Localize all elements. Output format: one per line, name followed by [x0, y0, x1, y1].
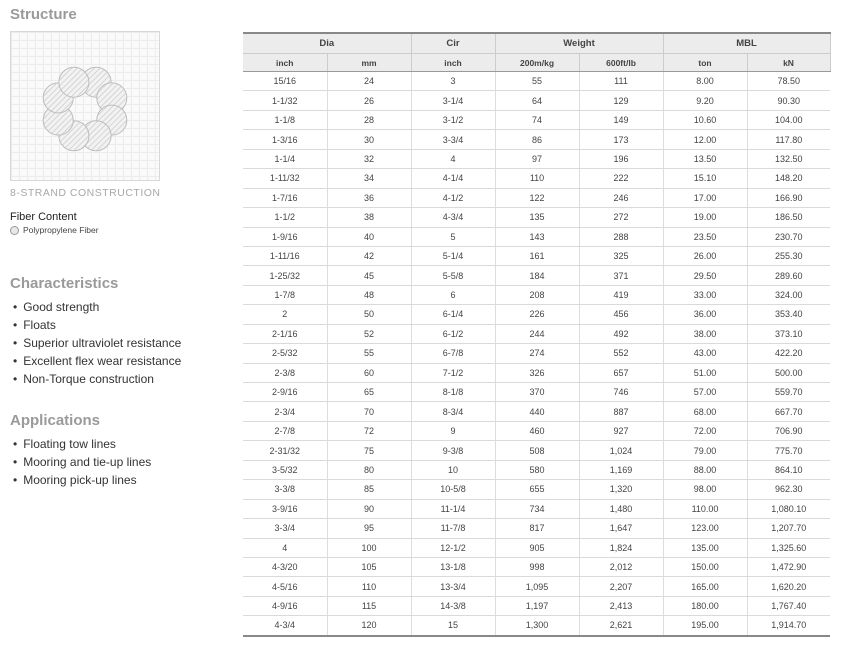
table-cell: 272: [579, 208, 663, 227]
table-cell: 1,207.70: [747, 519, 830, 538]
table-cell: 45: [327, 266, 411, 285]
table-cell: 1-7/16: [243, 188, 327, 207]
table-cell: 72: [327, 421, 411, 440]
table-cell: 289.60: [747, 266, 830, 285]
subheader-weight-kg: 200m/kg: [495, 54, 579, 72]
table-cell: 6-1/2: [411, 324, 495, 343]
table-cell: 110.00: [663, 499, 747, 518]
table-cell: 135.00: [663, 538, 747, 557]
specs-table-wrapper: [243, 32, 830, 637]
table-cell: 26.00: [663, 246, 747, 265]
table-cell: 117.80: [747, 130, 830, 149]
table-cell: 26: [327, 91, 411, 110]
table-cell: 580: [495, 460, 579, 479]
table-cell: 60: [327, 363, 411, 382]
table-cell: 10.60: [663, 110, 747, 129]
table-cell: 79.00: [663, 441, 747, 460]
table-cell: 80: [327, 460, 411, 479]
table-row: [243, 616, 830, 636]
table-cell: 13.50: [663, 149, 747, 168]
subheader-mbl-kn: kN: [747, 54, 830, 72]
table-cell: 55: [495, 72, 579, 91]
table-cell: 1,620.20: [747, 577, 830, 596]
strand-icon: [59, 67, 89, 97]
table-cell: 15: [411, 616, 495, 636]
table-cell: 1,095: [495, 577, 579, 596]
table-row: [243, 460, 830, 479]
table-cell: 6-7/8: [411, 344, 495, 363]
table-cell: 1-25/32: [243, 266, 327, 285]
table-cell: 1,647: [579, 519, 663, 538]
table-cell: 244: [495, 324, 579, 343]
table-row: [243, 383, 830, 402]
table-cell: 184: [495, 266, 579, 285]
table-cell: 422.20: [747, 344, 830, 363]
table-cell: 4-1/4: [411, 169, 495, 188]
table-cell: 500.00: [747, 363, 830, 382]
table-cell: 186.50: [747, 208, 830, 227]
table-cell: 1,472.90: [747, 557, 830, 576]
list-item: • Floating tow lines: [10, 435, 235, 453]
table-cell: 1-11/32: [243, 169, 327, 188]
table-cell: 42: [327, 246, 411, 265]
table-cell: 15.10: [663, 169, 747, 188]
table-row: [243, 344, 830, 363]
table-cell: 325: [579, 246, 663, 265]
table-cell: 1,767.40: [747, 596, 830, 615]
table-cell: 1,197: [495, 596, 579, 615]
table-cell: 552: [579, 344, 663, 363]
table-cell: 2,012: [579, 557, 663, 576]
table-cell: 50: [327, 305, 411, 324]
table-cell: 734: [495, 499, 579, 518]
list-item: • Mooring and tie-up lines: [10, 453, 235, 471]
table-cell: 29.50: [663, 266, 747, 285]
table-cell: 11-7/8: [411, 519, 495, 538]
table-cell: 3-3/4: [411, 130, 495, 149]
header-cir: Cir: [411, 33, 495, 54]
table-cell: 95: [327, 519, 411, 538]
table-cell: 3-1/2: [411, 110, 495, 129]
table-cell: 246: [579, 188, 663, 207]
applications-list: [10, 435, 235, 489]
table-cell: 148.20: [747, 169, 830, 188]
table-cell: 78.50: [747, 72, 830, 91]
table-cell: 85: [327, 480, 411, 499]
subheader-weight-lb: 600ft/lb: [579, 54, 663, 72]
table-row: [243, 557, 830, 576]
table-cell: 2-3/8: [243, 363, 327, 382]
table-cell: 110: [327, 577, 411, 596]
table-cell: 86: [495, 130, 579, 149]
table-cell: 4-3/4: [411, 208, 495, 227]
table-cell: 150.00: [663, 557, 747, 576]
table-cell: 10-5/8: [411, 480, 495, 499]
table-cell: 43.00: [663, 344, 747, 363]
table-cell: 373.10: [747, 324, 830, 343]
table-cell: 927: [579, 421, 663, 440]
table-row: [243, 130, 830, 149]
table-cell: 132.50: [747, 149, 830, 168]
table-cell: 1-3/16: [243, 130, 327, 149]
table-row: [243, 499, 830, 518]
table-row: [243, 285, 830, 304]
table-row: [243, 266, 830, 285]
table-cell: 75: [327, 441, 411, 460]
table-cell: 12-1/2: [411, 538, 495, 557]
subheader-cir-inch: inch: [411, 54, 495, 72]
table-cell: 371: [579, 266, 663, 285]
fiber-item: [10, 225, 235, 235]
table-cell: 288: [579, 227, 663, 246]
list-item: • Excellent flex wear resistance: [10, 352, 235, 370]
table-cell: 559.70: [747, 383, 830, 402]
header-dia: Dia: [243, 33, 411, 54]
table-cell: 88.00: [663, 460, 747, 479]
table-cell: 208: [495, 285, 579, 304]
table-cell: 34: [327, 169, 411, 188]
rope-cross-section-icon: [11, 32, 159, 180]
table-cell: 998: [495, 557, 579, 576]
table-cell: 52: [327, 324, 411, 343]
table-cell: 1,914.70: [747, 616, 830, 636]
table-cell: 36: [327, 188, 411, 207]
table-cell: 3-3/8: [243, 480, 327, 499]
table-cell: 9-3/8: [411, 441, 495, 460]
table-cell: 28: [327, 110, 411, 129]
table-cell: 14-3/8: [411, 596, 495, 615]
table-cell: 2-9/16: [243, 383, 327, 402]
table-row: [243, 305, 830, 324]
table-cell: 165.00: [663, 577, 747, 596]
table-cell: 11-1/4: [411, 499, 495, 518]
left-panel: [10, 6, 235, 489]
table-cell: 100: [327, 538, 411, 557]
table-cell: 1-9/16: [243, 227, 327, 246]
table-cell: 4: [411, 149, 495, 168]
table-cell: 1-1/2: [243, 208, 327, 227]
characteristics-title: Characteristics: [10, 275, 119, 292]
applications-title: Applications: [10, 412, 101, 429]
table-cell: 1,024: [579, 441, 663, 460]
table-cell: 8-1/8: [411, 383, 495, 402]
table-cell: 48: [327, 285, 411, 304]
table-cell: 508: [495, 441, 579, 460]
table-row: [243, 421, 830, 440]
table-row: [243, 91, 830, 110]
table-cell: 149: [579, 110, 663, 129]
table-cell: 115: [327, 596, 411, 615]
table-cell: 8-3/4: [411, 402, 495, 421]
table-cell: 166.90: [747, 188, 830, 207]
table-cell: 9: [411, 421, 495, 440]
table-cell: 4: [243, 538, 327, 557]
rope-structure-diagram: [10, 31, 160, 181]
table-cell: 70: [327, 402, 411, 421]
construction-label: 8-STRAND CONSTRUCTION: [10, 187, 161, 199]
list-item: • Good strength: [10, 298, 235, 316]
table-cell: 12.00: [663, 130, 747, 149]
table-cell: 90: [327, 499, 411, 518]
table-cell: 655: [495, 480, 579, 499]
table-row: [243, 208, 830, 227]
table-cell: 161: [495, 246, 579, 265]
table-cell: 8.00: [663, 72, 747, 91]
table-cell: 5-1/4: [411, 246, 495, 265]
table-cell: 324.00: [747, 285, 830, 304]
table-cell: 135: [495, 208, 579, 227]
table-row: [243, 169, 830, 188]
table-row: [243, 246, 830, 265]
table-row: [243, 324, 830, 343]
table-cell: 105: [327, 557, 411, 576]
table-cell: 111: [579, 72, 663, 91]
table-cell: 326: [495, 363, 579, 382]
table-cell: 1-1/4: [243, 149, 327, 168]
table-cell: 230.70: [747, 227, 830, 246]
table-cell: 68.00: [663, 402, 747, 421]
table-cell: 222: [579, 169, 663, 188]
table-row: [243, 110, 830, 129]
table-cell: 353.40: [747, 305, 830, 324]
table-cell: 143: [495, 227, 579, 246]
table-cell: 1,169: [579, 460, 663, 479]
list-item: • Mooring pick-up lines: [10, 471, 235, 489]
header-weight: Weight: [495, 33, 663, 54]
table-cell: 1-1/8: [243, 110, 327, 129]
sub-header-row: [243, 54, 830, 72]
table-cell: 123.00: [663, 519, 747, 538]
table-cell: 1,325.60: [747, 538, 830, 557]
table-cell: 667.70: [747, 402, 830, 421]
table-cell: 2: [243, 305, 327, 324]
table-cell: 492: [579, 324, 663, 343]
table-row: [243, 538, 830, 557]
table-cell: 38.00: [663, 324, 747, 343]
header-mbl: MBL: [663, 33, 830, 54]
table-cell: 97: [495, 149, 579, 168]
table-cell: 2-5/32: [243, 344, 327, 363]
table-cell: 3-9/16: [243, 499, 327, 518]
table-cell: 226: [495, 305, 579, 324]
table-cell: 2-1/16: [243, 324, 327, 343]
table-cell: 65: [327, 383, 411, 402]
table-cell: 706.90: [747, 421, 830, 440]
table-cell: 274: [495, 344, 579, 363]
table-cell: 13-1/8: [411, 557, 495, 576]
table-cell: 864.10: [747, 460, 830, 479]
table-cell: 2-7/8: [243, 421, 327, 440]
table-cell: 1-11/16: [243, 246, 327, 265]
table-cell: 419: [579, 285, 663, 304]
table-row: [243, 480, 830, 499]
table-cell: 122: [495, 188, 579, 207]
table-cell: 1,480: [579, 499, 663, 518]
table-cell: 98.00: [663, 480, 747, 499]
fiber-swatch-icon: [10, 226, 19, 235]
table-cell: 72.00: [663, 421, 747, 440]
table-cell: 370: [495, 383, 579, 402]
table-cell: 32: [327, 149, 411, 168]
table-cell: 817: [495, 519, 579, 538]
table-row: [243, 188, 830, 207]
table-cell: 1,300: [495, 616, 579, 636]
table-cell: 4-3/4: [243, 616, 327, 636]
table-cell: 15/16: [243, 72, 327, 91]
table-cell: 2,621: [579, 616, 663, 636]
table-cell: 3: [411, 72, 495, 91]
table-cell: 6-1/4: [411, 305, 495, 324]
specs-table: [243, 32, 831, 637]
list-item: • Superior ultraviolet resistance: [10, 334, 235, 352]
subheader-dia-inch: inch: [243, 54, 327, 72]
table-cell: 4-9/16: [243, 596, 327, 615]
table-cell: 5-5/8: [411, 266, 495, 285]
table-cell: 456: [579, 305, 663, 324]
table-cell: 33.00: [663, 285, 747, 304]
table-cell: 173: [579, 130, 663, 149]
table-cell: 775.70: [747, 441, 830, 460]
table-cell: 887: [579, 402, 663, 421]
table-row: [243, 596, 830, 615]
table-cell: 1,080.10: [747, 499, 830, 518]
table-cell: 2-3/4: [243, 402, 327, 421]
table-row: [243, 363, 830, 382]
table-cell: 905: [495, 538, 579, 557]
subheader-dia-mm: mm: [327, 54, 411, 72]
table-cell: 120: [327, 616, 411, 636]
list-item: • Floats: [10, 316, 235, 334]
table-cell: 38: [327, 208, 411, 227]
table-cell: 9.20: [663, 91, 747, 110]
table-cell: 1,320: [579, 480, 663, 499]
table-cell: 51.00: [663, 363, 747, 382]
table-cell: 90.30: [747, 91, 830, 110]
subheader-mbl-ton: ton: [663, 54, 747, 72]
table-row: [243, 441, 830, 460]
table-cell: 23.50: [663, 227, 747, 246]
group-header-row: [243, 33, 830, 54]
table-cell: 7-1/2: [411, 363, 495, 382]
table-row: [243, 519, 830, 538]
table-row: [243, 149, 830, 168]
table-cell: 24: [327, 72, 411, 91]
table-cell: 2-31/32: [243, 441, 327, 460]
table-cell: 110: [495, 169, 579, 188]
table-cell: 746: [579, 383, 663, 402]
table-cell: 55: [327, 344, 411, 363]
table-cell: 460: [495, 421, 579, 440]
list-item: • Non-Torque construction: [10, 370, 235, 388]
table-cell: 13-3/4: [411, 577, 495, 596]
table-cell: 1-1/32: [243, 91, 327, 110]
table-cell: 40: [327, 227, 411, 246]
table-cell: 10: [411, 460, 495, 479]
table-cell: 3-1/4: [411, 91, 495, 110]
table-cell: 4-3/20: [243, 557, 327, 576]
table-cell: 180.00: [663, 596, 747, 615]
table-cell: 104.00: [747, 110, 830, 129]
table-cell: 657: [579, 363, 663, 382]
table-cell: 2,413: [579, 596, 663, 615]
table-cell: 4-1/2: [411, 188, 495, 207]
table-cell: 440: [495, 402, 579, 421]
table-cell: 4-5/16: [243, 577, 327, 596]
table-cell: 3-5/32: [243, 460, 327, 479]
table-cell: 57.00: [663, 383, 747, 402]
characteristics-list: [10, 298, 235, 388]
table-row: [243, 577, 830, 596]
table-cell: 2,207: [579, 577, 663, 596]
table-cell: 255.30: [747, 246, 830, 265]
table-cell: 64: [495, 91, 579, 110]
table-cell: 30: [327, 130, 411, 149]
fiber-content-label: Fiber Content: [10, 211, 77, 223]
table-row: [243, 72, 830, 91]
table-cell: 19.00: [663, 208, 747, 227]
table-cell: 3-3/4: [243, 519, 327, 538]
table-cell: 962.30: [747, 480, 830, 499]
table-cell: 195.00: [663, 616, 747, 636]
table-row: [243, 402, 830, 421]
table-cell: 17.00: [663, 188, 747, 207]
structure-title: Structure: [10, 6, 77, 23]
fiber-item-label: Polypropylene Fiber: [23, 225, 99, 235]
table-cell: 129: [579, 91, 663, 110]
table-cell: 1,824: [579, 538, 663, 557]
table-cell: 5: [411, 227, 495, 246]
table-cell: 6: [411, 285, 495, 304]
table-cell: 1-7/8: [243, 285, 327, 304]
table-cell: 74: [495, 110, 579, 129]
table-cell: 36.00: [663, 305, 747, 324]
table-row: [243, 227, 830, 246]
table-cell: 196: [579, 149, 663, 168]
